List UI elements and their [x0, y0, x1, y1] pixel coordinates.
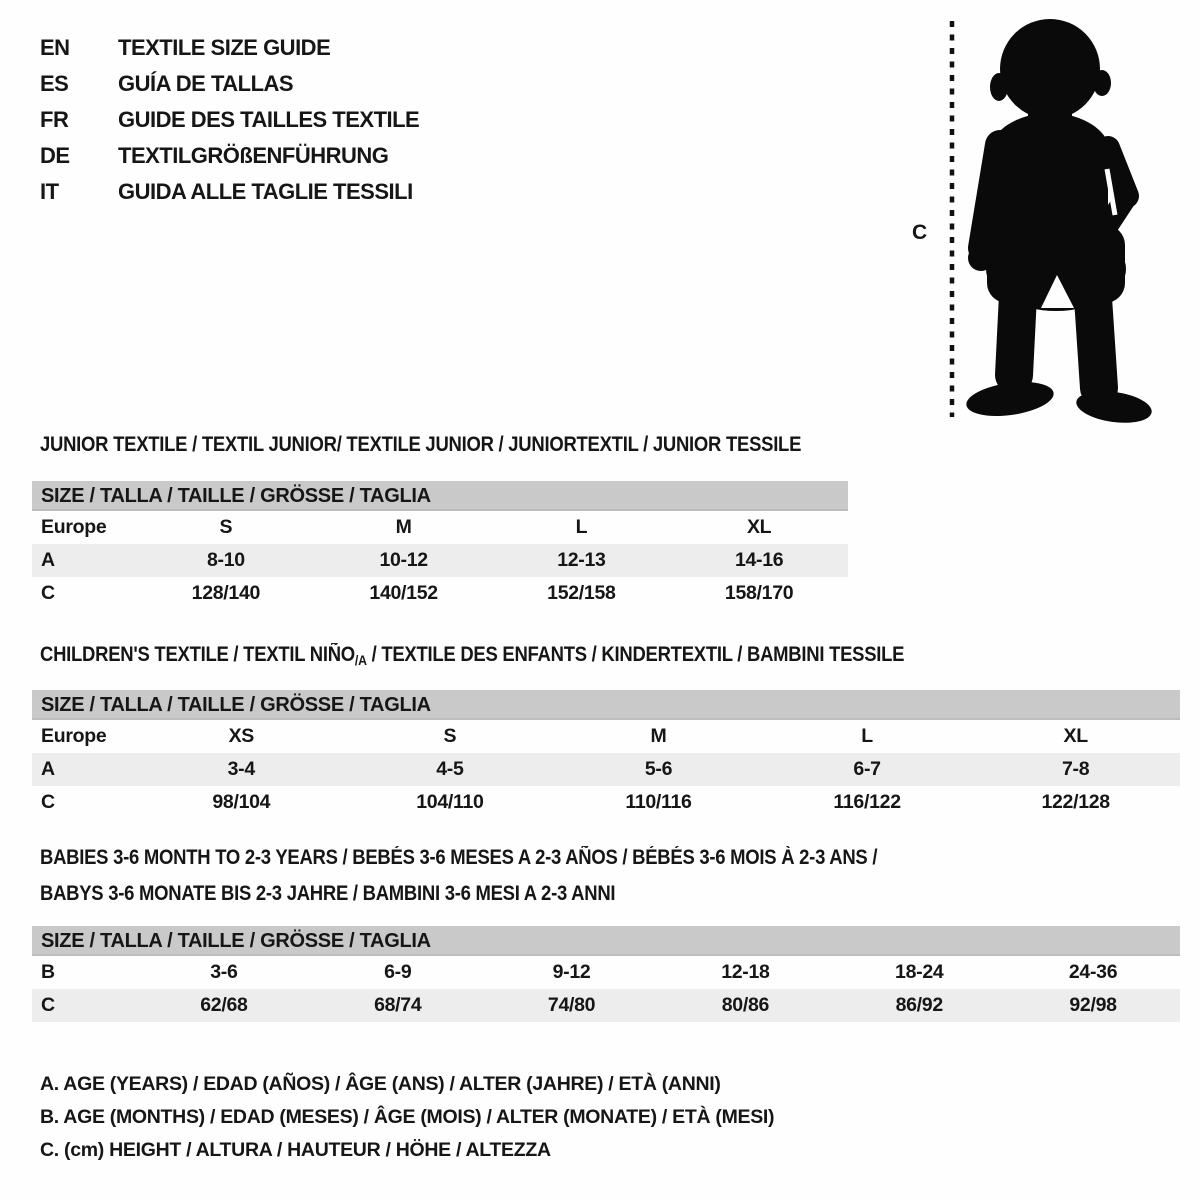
height-cell: 104/110	[416, 791, 484, 813]
size-header-bar: SIZE / TALLA / TAILLE / GRÖSSE / TAGLIA	[32, 690, 1180, 720]
babies-section-heading-line1	[40, 846, 991, 870]
language-row-it	[40, 174, 419, 210]
row-label: A	[41, 758, 55, 780]
row-label: B	[41, 961, 55, 983]
children-heading-text	[40, 643, 904, 668]
height-cell: 86/92	[895, 994, 943, 1016]
children-size-table	[32, 690, 1180, 819]
age-months-cell: 12-18	[721, 961, 770, 983]
size-header-bar: SIZE / TALLA / TAILLE / GRÖSSE / TAGLIA	[32, 481, 848, 511]
table-row-months	[32, 956, 1180, 989]
age-cell: 4-5	[436, 758, 464, 780]
language-code: IT	[40, 179, 59, 204]
babies-heading-text-line1: BABIES 3-6 MONTH TO 2-3 YEARS / BEBÉS 3-6 MESES A 2-3 AÑOS / BÉBÉS 3-6 MOIS À 2-3 ANS /	[40, 846, 878, 869]
row-label: A	[41, 549, 55, 571]
language-code: DE	[40, 143, 70, 168]
height-cell: 98/104	[212, 791, 271, 813]
age-cell: 6-7	[853, 758, 881, 780]
measure-legend	[40, 1068, 774, 1167]
height-cell: 128/140	[191, 582, 261, 604]
height-cell: 158/170	[724, 582, 794, 604]
table-row-europe	[32, 511, 848, 544]
children-heading-sub: /A	[354, 652, 367, 668]
junior-size-table	[32, 481, 848, 610]
height-cell: 80/86	[721, 994, 770, 1016]
row-label: C	[41, 582, 55, 604]
table-row-age	[32, 544, 848, 577]
height-measure-label: C	[912, 221, 928, 244]
size-cell: XL	[1063, 725, 1088, 747]
size-cell: M	[395, 516, 412, 538]
legend-line-a: A. AGE (YEARS) / EDAD (AÑOS) / ÂGE (ANS) / ALTER (JAHRE) / ETÀ (ANNI)	[40, 1073, 721, 1095]
height-cell: 116/122	[833, 791, 901, 813]
language-title: GUÍA DE TALLAS	[118, 71, 294, 96]
babies-heading-text-line2: BABYS 3-6 MONATE BIS 2-3 JAHRE / BAMBINI 3-6 MESI A 2-3 ANNI	[40, 882, 616, 905]
age-cell: 7-8	[1062, 758, 1090, 780]
junior-heading-text: JUNIOR TEXTILE / TEXTIL JUNIOR/ TEXTILE JUNIOR / JUNIORTEXTIL / JUNIOR TESSILE	[40, 433, 802, 456]
baby-silhouette-graphic	[900, 3, 1160, 428]
height-cell: 62/68	[200, 994, 248, 1016]
language-code: FR	[40, 107, 69, 132]
size-cell: XS	[228, 725, 254, 747]
language-code: ES	[40, 71, 69, 96]
size-cell: L	[861, 725, 873, 747]
language-row-fr	[40, 102, 419, 138]
size-cell: M	[650, 725, 667, 747]
height-cell: 152/158	[547, 582, 616, 604]
language-row-en	[40, 30, 419, 66]
babies-size-table	[32, 926, 1180, 1022]
language-row-es	[40, 66, 419, 102]
baby-silhouette	[964, 19, 1154, 427]
row-label: Europe	[41, 725, 107, 747]
language-title: GUIDA ALLE TAGLIE TESSILI	[118, 179, 413, 204]
size-cell: S	[443, 725, 457, 747]
height-cell: 68/74	[374, 994, 422, 1016]
children-heading-prefix: CHILDREN'S TEXTILE / TEXTIL NIÑO	[40, 643, 355, 666]
language-title: GUIDE DES TAILLES TEXTILE	[118, 107, 420, 132]
junior-section-heading	[40, 433, 905, 457]
table-row-height	[32, 786, 1180, 819]
size-cell: S	[219, 516, 233, 538]
size-cell: XL	[746, 516, 772, 538]
row-label: C	[41, 994, 55, 1016]
language-code: EN	[40, 35, 70, 60]
age-cell: 5-6	[644, 758, 673, 780]
children-heading-suffix: / TEXTILE DES ENFANTS / KINDERTEXTIL / BAMBINI TESSILE	[366, 643, 905, 666]
size-cell: L	[575, 516, 588, 538]
children-section-heading	[40, 643, 1022, 668]
legend-line-c: C. (cm) HEIGHT / ALTURA / HAUTEUR / HÖHE / ALTEZZA	[40, 1139, 551, 1161]
age-cell: 14-16	[734, 549, 784, 571]
language-title: TEXTILGRÖßENFÜHRUNG	[118, 143, 389, 168]
row-label: Europe	[41, 516, 107, 538]
size-header-bar: SIZE / TALLA / TAILLE / GRÖSSE / TAGLIA	[32, 926, 1180, 956]
height-cell: 110/116	[625, 791, 692, 813]
table-row-europe	[32, 720, 1180, 753]
babies-section-heading-line2	[40, 882, 694, 906]
height-cell: 92/98	[1069, 994, 1117, 1016]
age-cell: 12-13	[557, 549, 606, 571]
age-months-cell: 18-24	[895, 961, 944, 983]
language-list	[40, 30, 419, 210]
row-label: C	[41, 791, 55, 813]
age-months-cell: 9-12	[552, 961, 591, 983]
legend-line-b: B. AGE (MONTHS) / EDAD (MESES) / ÂGE (MOIS) / ALTER (MONATE) / ETÀ (MESI)	[40, 1106, 775, 1128]
age-cell: 8-10	[206, 549, 245, 571]
language-row-de	[40, 138, 419, 174]
age-cell: 10-12	[379, 549, 428, 571]
age-months-cell: 24-36	[1068, 961, 1118, 983]
height-cell: 74/80	[547, 994, 596, 1016]
age-cell: 3-4	[227, 758, 255, 780]
language-title: TEXTILE SIZE GUIDE	[118, 35, 331, 60]
age-months-cell: 3-6	[210, 961, 238, 983]
height-cell: 122/128	[1041, 791, 1110, 813]
table-row-height	[32, 989, 1180, 1022]
table-row-height	[32, 577, 848, 610]
height-cell: 140/152	[369, 582, 438, 604]
table-row-age	[32, 753, 1180, 786]
height-figure	[900, 3, 1160, 428]
age-months-cell: 6-9	[384, 961, 412, 983]
